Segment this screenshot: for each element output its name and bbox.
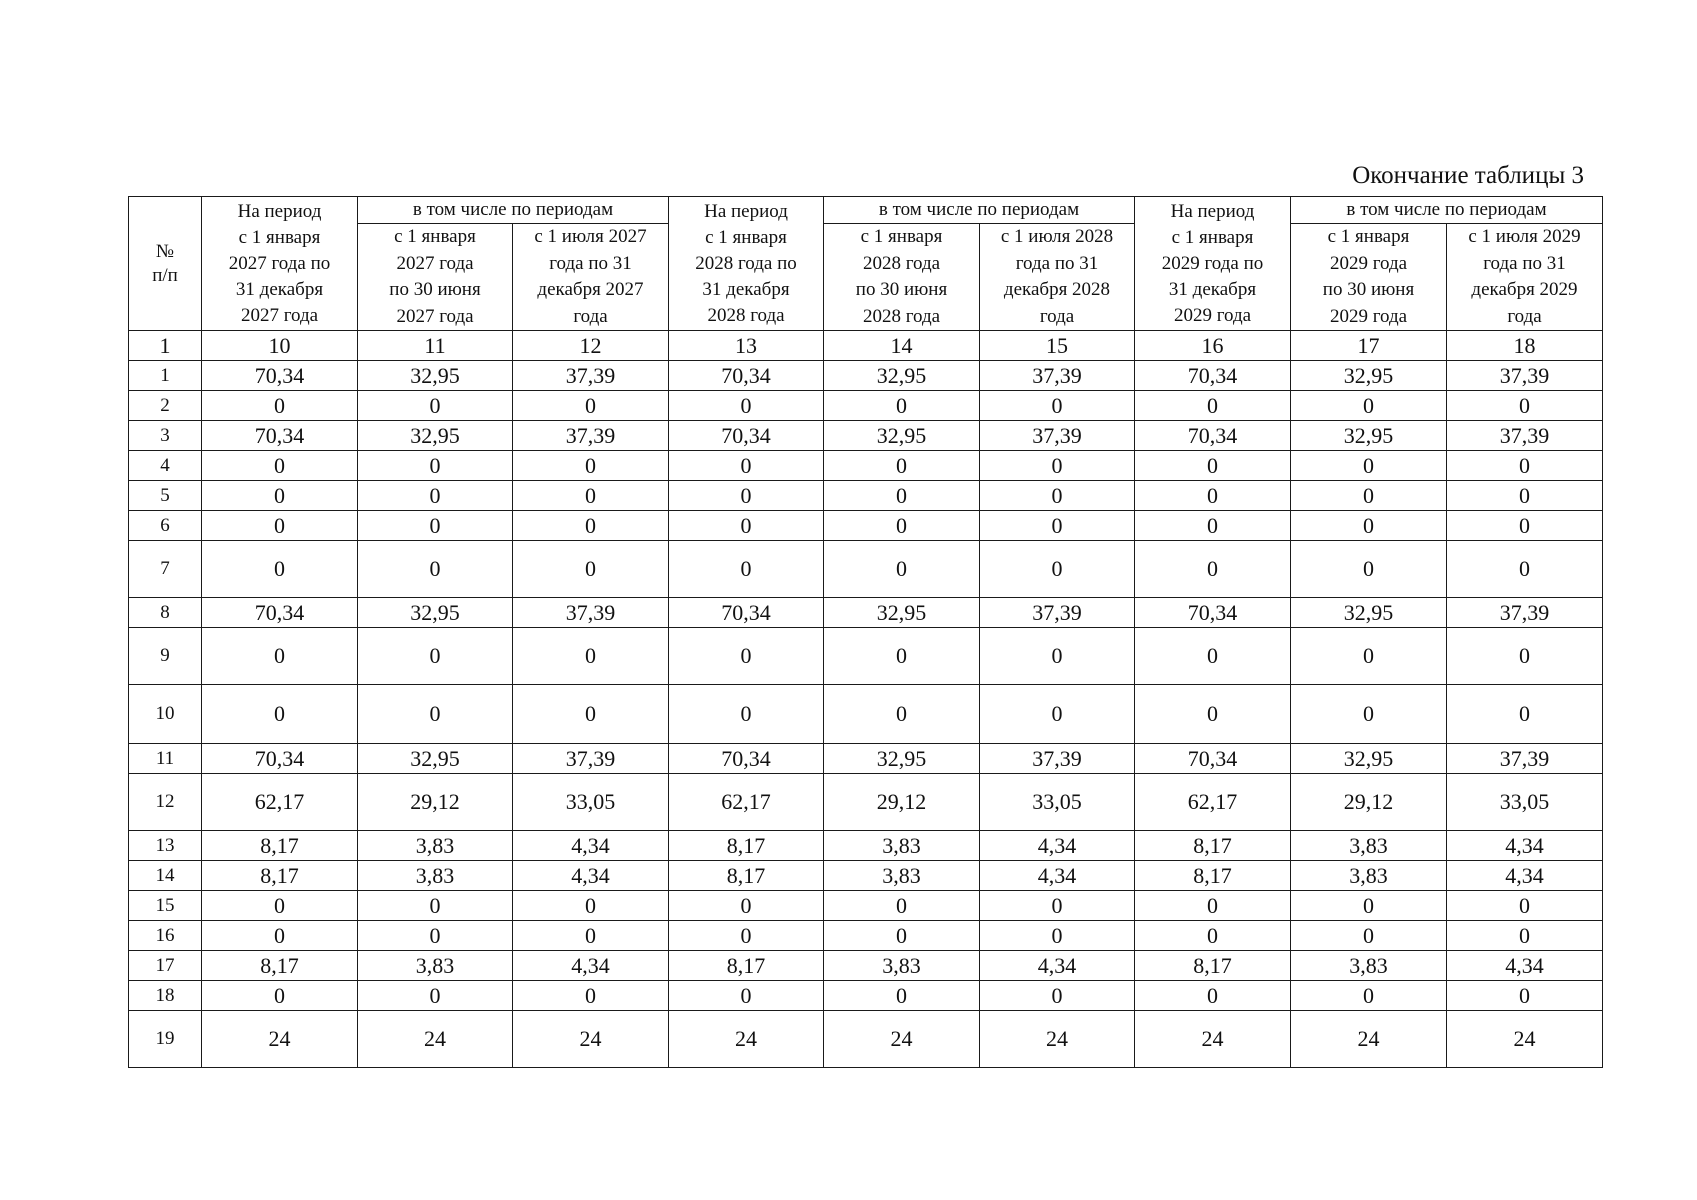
tariff-table [128, 196, 1603, 1068]
table-cell: 0 [980, 981, 1135, 1011]
table-cell: 0 [202, 481, 358, 511]
row-index: 10 [129, 685, 202, 744]
table-cell: 3,83 [824, 861, 980, 891]
table-cell: 0 [980, 511, 1135, 541]
table-cell: 0 [1135, 628, 1291, 685]
table-cell: 0 [513, 511, 669, 541]
row-index: 8 [129, 598, 202, 628]
table-cell: 24 [513, 1011, 669, 1068]
table-cell: 0 [358, 391, 513, 421]
table-cell: 0 [202, 981, 358, 1011]
table-cell: 0 [202, 391, 358, 421]
header-period-2028: На период с 1 января 2028 года по 31 декабря 2028 года [669, 197, 824, 331]
header-h2-2028: с 1 июля 2028 года по 31 декабря 2028 года [980, 224, 1135, 331]
table-cell: 0 [513, 541, 669, 598]
table-cell: 33,05 [513, 774, 669, 831]
table-cell: 0 [1135, 891, 1291, 921]
table-cell: 0 [513, 391, 669, 421]
table-cell: 0 [669, 451, 824, 481]
table-cell: 32,95 [358, 598, 513, 628]
header-h1-2027: с 1 января 2027 года по 30 июня 2027 года [358, 224, 513, 331]
table-cell: 0 [824, 628, 980, 685]
column-number: 17 [1291, 331, 1447, 361]
column-number: 16 [1135, 331, 1291, 361]
table-cell: 0 [513, 891, 669, 921]
table-cell: 32,95 [358, 744, 513, 774]
table-cell: 0 [202, 541, 358, 598]
table-cell: 70,34 [669, 361, 824, 391]
table-cell: 0 [202, 685, 358, 744]
table-cell: 37,39 [980, 421, 1135, 451]
header-row-number: № п/п [129, 197, 202, 331]
table-cell: 70,34 [1135, 361, 1291, 391]
table-cell: 32,95 [824, 744, 980, 774]
table-cell: 0 [980, 685, 1135, 744]
table-cell: 0 [1291, 481, 1447, 511]
table-cell: 32,95 [1291, 744, 1447, 774]
table-cell: 0 [1291, 891, 1447, 921]
table-cell: 70,34 [202, 361, 358, 391]
table-row [129, 981, 1603, 1011]
table-cell: 0 [513, 451, 669, 481]
table-cell: 0 [1291, 921, 1447, 951]
row-index: 15 [129, 891, 202, 921]
row-index: 9 [129, 628, 202, 685]
table-cell: 0 [1447, 481, 1603, 511]
table-cell: 37,39 [980, 361, 1135, 391]
table-cell: 0 [669, 981, 824, 1011]
column-number: 11 [358, 331, 513, 361]
table-row [129, 511, 1603, 541]
table-cell: 3,83 [824, 831, 980, 861]
table-cell: 62,17 [202, 774, 358, 831]
table-cell: 24 [1447, 1011, 1603, 1068]
table-cell: 4,34 [1447, 861, 1603, 891]
table-cell: 32,95 [1291, 361, 1447, 391]
table-cell: 70,34 [1135, 744, 1291, 774]
table-cell: 0 [1291, 391, 1447, 421]
table-cell: 0 [358, 481, 513, 511]
table-row [129, 628, 1603, 685]
table-cell: 0 [1291, 541, 1447, 598]
table-cell: 4,34 [980, 861, 1135, 891]
table-cell: 0 [1447, 541, 1603, 598]
row-index: 7 [129, 541, 202, 598]
table-cell: 0 [1447, 891, 1603, 921]
table-cell: 0 [358, 981, 513, 1011]
table-cell: 8,17 [1135, 831, 1291, 861]
table-cell: 32,95 [824, 598, 980, 628]
table-cell: 37,39 [513, 744, 669, 774]
table-cell: 70,34 [202, 744, 358, 774]
table-cell: 29,12 [824, 774, 980, 831]
header-group-2029: в том числе по периодам [1291, 197, 1603, 224]
table-row [129, 891, 1603, 921]
table-cell: 3,83 [358, 861, 513, 891]
row-index: 4 [129, 451, 202, 481]
table-cell: 3,83 [358, 951, 513, 981]
table-cell: 37,39 [1447, 744, 1603, 774]
table-cell: 0 [358, 628, 513, 685]
row-index: 14 [129, 861, 202, 891]
table-cell: 0 [1447, 628, 1603, 685]
table-cell: 8,17 [202, 831, 358, 861]
table-cell: 24 [980, 1011, 1135, 1068]
table-row [129, 1011, 1603, 1068]
table-cell: 0 [824, 481, 980, 511]
table-cell: 0 [980, 451, 1135, 481]
table-cell: 0 [358, 921, 513, 951]
table-cell: 0 [358, 685, 513, 744]
table-row [129, 861, 1603, 891]
table-cell: 0 [513, 981, 669, 1011]
table-row [129, 685, 1603, 744]
table-row [129, 481, 1603, 511]
table-cell: 0 [980, 921, 1135, 951]
header-h2-2029: с 1 июля 2029 года по 31 декабря 2029 года [1447, 224, 1603, 331]
column-number: 10 [202, 331, 358, 361]
table-row [129, 774, 1603, 831]
table-row [129, 421, 1603, 451]
table-row [129, 831, 1603, 861]
table-row [129, 951, 1603, 981]
table-cell: 4,34 [513, 861, 669, 891]
table-cell: 29,12 [358, 774, 513, 831]
table-cell: 0 [202, 628, 358, 685]
table-cell: 0 [1291, 451, 1447, 481]
table-cell: 0 [1447, 981, 1603, 1011]
column-number: 14 [824, 331, 980, 361]
table-cell: 0 [1135, 541, 1291, 598]
table-cell: 32,95 [1291, 421, 1447, 451]
table-cell: 37,39 [513, 361, 669, 391]
table-cell: 3,83 [824, 951, 980, 981]
table-cell: 32,95 [358, 421, 513, 451]
table-cell: 0 [824, 891, 980, 921]
header-period-2027: На период с 1 января 2027 года по 31 декабря 2027 года [202, 197, 358, 331]
row-index: 18 [129, 981, 202, 1011]
table-cell: 0 [824, 921, 980, 951]
row-index: 11 [129, 744, 202, 774]
table-cell: 4,34 [980, 951, 1135, 981]
table-cell: 0 [669, 685, 824, 744]
table-cell: 24 [358, 1011, 513, 1068]
table-cell: 70,34 [669, 598, 824, 628]
header-group-2027: в том числе по периодам [358, 197, 669, 224]
row-index: 3 [129, 421, 202, 451]
table-cell: 0 [980, 628, 1135, 685]
table-cell: 0 [513, 481, 669, 511]
table-cell: 24 [1291, 1011, 1447, 1068]
table-cell: 37,39 [513, 421, 669, 451]
table-cell: 0 [824, 391, 980, 421]
table-row [129, 391, 1603, 421]
column-number: 18 [1447, 331, 1603, 361]
table-row [129, 921, 1603, 951]
table-cell: 24 [1135, 1011, 1291, 1068]
table-cell: 4,34 [980, 831, 1135, 861]
table-caption: Окончание таблицы 3 [1352, 162, 1584, 189]
table-cell: 8,17 [1135, 861, 1291, 891]
table-cell: 3,83 [358, 831, 513, 861]
table-cell: 0 [513, 685, 669, 744]
row-index: 19 [129, 1011, 202, 1068]
row-index: 13 [129, 831, 202, 861]
table-cell: 37,39 [1447, 361, 1603, 391]
table-cell: 0 [358, 451, 513, 481]
row-index: 1 [129, 361, 202, 391]
table-cell: 3,83 [1291, 831, 1447, 861]
table-cell: 0 [1447, 511, 1603, 541]
table-cell: 37,39 [513, 598, 669, 628]
table-row [129, 361, 1603, 391]
table-cell: 0 [1447, 391, 1603, 421]
table-cell: 8,17 [202, 861, 358, 891]
table-cell: 0 [669, 481, 824, 511]
table-cell: 0 [1291, 628, 1447, 685]
table-cell: 3,83 [1291, 861, 1447, 891]
column-number: 1 [129, 331, 202, 361]
table-cell: 8,17 [1135, 951, 1291, 981]
table-cell: 0 [513, 921, 669, 951]
header-h1-2029: с 1 января 2029 года по 30 июня 2029 года [1291, 224, 1447, 331]
table-cell: 33,05 [1447, 774, 1603, 831]
row-index: 16 [129, 921, 202, 951]
table-cell: 70,34 [669, 744, 824, 774]
table-cell: 4,34 [1447, 831, 1603, 861]
header-h1-2028: с 1 января 2028 года по 30 июня 2028 года [824, 224, 980, 331]
table-cell: 24 [669, 1011, 824, 1068]
table-cell: 0 [1447, 451, 1603, 481]
table-cell: 37,39 [1447, 421, 1603, 451]
table-row [129, 744, 1603, 774]
table-cell: 4,34 [513, 951, 669, 981]
column-number-row [129, 331, 1603, 361]
table-cell: 0 [358, 891, 513, 921]
table-cell: 0 [202, 451, 358, 481]
table-cell: 0 [1135, 481, 1291, 511]
table-cell: 70,34 [1135, 421, 1291, 451]
table-row [129, 451, 1603, 481]
table-cell: 0 [202, 921, 358, 951]
table-cell: 0 [980, 891, 1135, 921]
table-cell: 0 [669, 921, 824, 951]
table-cell: 4,34 [1447, 951, 1603, 981]
table-cell: 0 [513, 628, 669, 685]
table-cell: 33,05 [980, 774, 1135, 831]
table-cell: 0 [980, 541, 1135, 598]
table-cell: 0 [824, 685, 980, 744]
table-cell: 62,17 [1135, 774, 1291, 831]
table-cell: 32,95 [824, 361, 980, 391]
column-number: 13 [669, 331, 824, 361]
table-cell: 0 [980, 481, 1135, 511]
table-cell: 70,34 [202, 598, 358, 628]
table-cell: 8,17 [202, 951, 358, 981]
table-cell: 0 [1291, 685, 1447, 744]
row-index: 6 [129, 511, 202, 541]
table-cell: 0 [824, 511, 980, 541]
table-row [129, 541, 1603, 598]
header-period-2029: На период с 1 января 2029 года по 31 декабря 2029 года [1135, 197, 1291, 331]
table-cell: 70,34 [202, 421, 358, 451]
column-number: 15 [980, 331, 1135, 361]
table-cell: 0 [1135, 391, 1291, 421]
row-index: 12 [129, 774, 202, 831]
table-cell: 8,17 [669, 951, 824, 981]
table-cell: 0 [1291, 981, 1447, 1011]
header-h2-2027: с 1 июля 2027 года по 31 декабря 2027 года [513, 224, 669, 331]
table-row [129, 598, 1603, 628]
table-cell: 62,17 [669, 774, 824, 831]
table-cell: 0 [824, 451, 980, 481]
table-cell: 32,95 [1291, 598, 1447, 628]
table-cell: 8,17 [669, 861, 824, 891]
table-cell: 37,39 [1447, 598, 1603, 628]
table-cell: 8,17 [669, 831, 824, 861]
table-cell: 0 [980, 391, 1135, 421]
table-cell: 24 [824, 1011, 980, 1068]
table-cell: 32,95 [824, 421, 980, 451]
table-cell: 0 [1135, 921, 1291, 951]
table-cell: 37,39 [980, 598, 1135, 628]
table-cell: 37,39 [980, 744, 1135, 774]
table-cell: 0 [824, 981, 980, 1011]
table-cell: 0 [202, 511, 358, 541]
table-cell: 0 [1135, 511, 1291, 541]
table-cell: 0 [1135, 981, 1291, 1011]
column-number: 12 [513, 331, 669, 361]
table-cell: 0 [358, 511, 513, 541]
row-index: 5 [129, 481, 202, 511]
table-cell: 0 [669, 891, 824, 921]
table-cell: 3,83 [1291, 951, 1447, 981]
table-cell: 4,34 [513, 831, 669, 861]
table-cell: 32,95 [358, 361, 513, 391]
row-index: 2 [129, 391, 202, 421]
table-cell: 0 [669, 628, 824, 685]
table-cell: 0 [202, 891, 358, 921]
table-cell: 0 [669, 511, 824, 541]
table-cell: 0 [1447, 685, 1603, 744]
table-cell: 24 [202, 1011, 358, 1068]
table-cell: 0 [669, 541, 824, 598]
table-cell: 29,12 [1291, 774, 1447, 831]
table-cell: 0 [1135, 685, 1291, 744]
table-cell: 70,34 [669, 421, 824, 451]
table-cell: 0 [1291, 511, 1447, 541]
header-group-2028: в том числе по периодам [824, 197, 1135, 224]
table-cell: 0 [669, 391, 824, 421]
table-cell: 0 [1447, 921, 1603, 951]
table-cell: 70,34 [1135, 598, 1291, 628]
table-cell: 0 [1135, 451, 1291, 481]
row-index: 17 [129, 951, 202, 981]
table-cell: 0 [358, 541, 513, 598]
table-cell: 0 [824, 541, 980, 598]
